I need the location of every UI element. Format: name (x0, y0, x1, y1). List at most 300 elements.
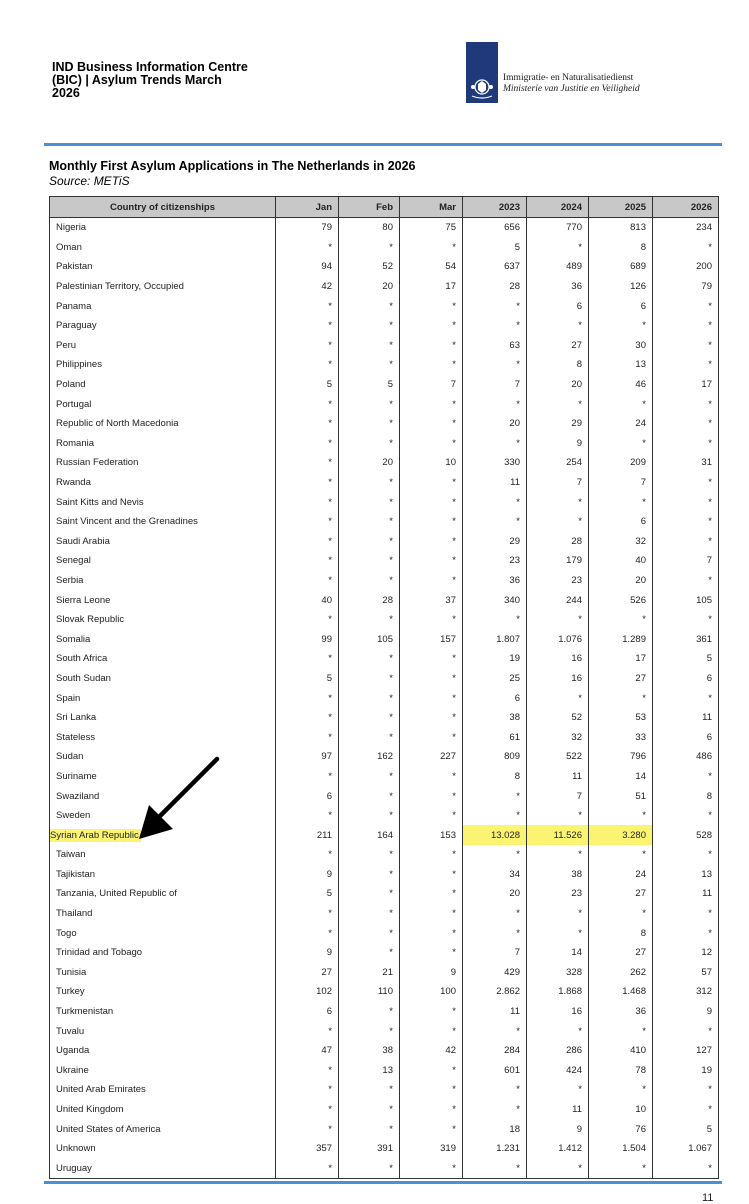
table-row (50, 1139, 719, 1159)
value-cell-2024: 16 (527, 649, 589, 669)
table-row (50, 904, 719, 924)
value-cell-mar: * (400, 1002, 463, 1022)
value-cell-2023: * (463, 316, 527, 336)
country-cell: Thailand (50, 904, 276, 924)
value-cell-2024: * (527, 806, 589, 826)
value-cell-2026: 5 (653, 649, 719, 669)
value-cell-2026: 31 (653, 453, 719, 473)
value-cell-mar: 227 (400, 747, 463, 767)
value-cell-2025: 27 (589, 943, 653, 963)
value-cell-2026: 12 (653, 943, 719, 963)
value-cell-mar: * (400, 1080, 463, 1100)
value-cell-mar: * (400, 1159, 463, 1179)
value-cell-2023: 63 (463, 336, 527, 356)
value-cell-2023: 330 (463, 453, 527, 473)
value-cell-2025: 1.468 (589, 982, 653, 1002)
value-cell-jan: * (276, 708, 339, 728)
value-cell-feb: * (339, 708, 400, 728)
value-cell-feb: * (339, 806, 400, 826)
country-cell: Swaziland (50, 786, 276, 806)
value-cell-2025: 40 (589, 551, 653, 571)
value-cell-mar: 9 (400, 963, 463, 983)
value-cell-2025: 53 (589, 708, 653, 728)
value-cell-2026: 200 (653, 257, 719, 277)
value-cell-2024: 16 (527, 669, 589, 689)
value-cell-feb: * (339, 649, 400, 669)
footer-divider (44, 1181, 722, 1184)
value-cell-jan: * (276, 551, 339, 571)
value-cell-2024: * (527, 688, 589, 708)
value-cell-2026: * (653, 473, 719, 493)
value-cell-jan: 79 (276, 218, 339, 238)
value-cell-mar: * (400, 434, 463, 454)
value-cell-2023: 7 (463, 943, 527, 963)
value-cell-2023: * (463, 355, 527, 375)
value-cell-2024: 489 (527, 257, 589, 277)
country-cell: Senegal (50, 551, 276, 571)
value-cell-mar: * (400, 688, 463, 708)
report-title-line1: IND Business Information Centre (52, 60, 248, 74)
country-cell: Poland (50, 375, 276, 395)
value-cell-2024: 1.076 (527, 629, 589, 649)
value-cell-mar: * (400, 571, 463, 591)
value-cell-2023: 6 (463, 688, 527, 708)
value-cell-jan: * (276, 532, 339, 552)
value-cell-2025: 33 (589, 727, 653, 747)
value-cell-jan: * (276, 610, 339, 630)
value-cell-2026: 17 (653, 375, 719, 395)
value-cell-2026: 312 (653, 982, 719, 1002)
value-cell-jan: * (276, 492, 339, 512)
value-cell-2023: 284 (463, 1041, 527, 1061)
country-cell: Panama (50, 296, 276, 316)
value-cell-2026: 486 (653, 747, 719, 767)
value-cell-mar: 17 (400, 277, 463, 297)
value-cell-2026: 5 (653, 1119, 719, 1139)
value-cell-feb: * (339, 532, 400, 552)
value-cell-2025: * (589, 394, 653, 414)
value-cell-2024: 52 (527, 708, 589, 728)
value-cell-2023: 13.028 (463, 825, 527, 845)
value-cell-2025: * (589, 610, 653, 630)
value-cell-2024: 424 (527, 1061, 589, 1081)
value-cell-2026: 6 (653, 669, 719, 689)
value-cell-2025: 526 (589, 590, 653, 610)
table-row (50, 1119, 719, 1139)
value-cell-2025: 1.289 (589, 629, 653, 649)
value-cell-2026: 6 (653, 727, 719, 747)
value-cell-2025: 30 (589, 336, 653, 356)
value-cell-feb: * (339, 884, 400, 904)
table-row (50, 375, 719, 395)
value-cell-2026: 361 (653, 629, 719, 649)
value-cell-2024: 8 (527, 355, 589, 375)
value-cell-feb: * (339, 1159, 400, 1179)
table-row (50, 473, 719, 493)
country-cell: Saudi Arabia (50, 532, 276, 552)
country-cell: Tunisia (50, 963, 276, 983)
value-cell-2025: 796 (589, 747, 653, 767)
value-cell-2025: * (589, 492, 653, 512)
value-cell-2026: 57 (653, 963, 719, 983)
country-cell: Romania (50, 434, 276, 454)
table-source: Source: METiS (49, 174, 130, 188)
value-cell-2026: * (653, 806, 719, 826)
value-cell-2024: 36 (527, 277, 589, 297)
value-cell-feb: * (339, 1080, 400, 1100)
value-cell-2026: * (653, 845, 719, 865)
value-cell-2023: 25 (463, 669, 527, 689)
value-cell-2023: 2.862 (463, 982, 527, 1002)
value-cell-2025: 76 (589, 1119, 653, 1139)
value-cell-2023: 5 (463, 238, 527, 258)
value-cell-2023: * (463, 845, 527, 865)
value-cell-jan: * (276, 1159, 339, 1179)
country-cell: United States of America (50, 1119, 276, 1139)
value-cell-mar: * (400, 884, 463, 904)
value-cell-2026: * (653, 688, 719, 708)
value-cell-2023: 20 (463, 414, 527, 434)
value-cell-mar: * (400, 296, 463, 316)
value-cell-2023: * (463, 1080, 527, 1100)
value-cell-2025: 46 (589, 375, 653, 395)
value-cell-2024: * (527, 845, 589, 865)
value-cell-2026: 11 (653, 708, 719, 728)
country-cell: Saint Vincent and the Grenadines (50, 512, 276, 532)
value-cell-2023: 28 (463, 277, 527, 297)
value-cell-mar: * (400, 649, 463, 669)
value-cell-jan: * (276, 1021, 339, 1041)
country-cell: Palestinian Territory, Occupied (50, 277, 276, 297)
value-cell-2023: * (463, 923, 527, 943)
report-title-line2: (BIC) | Asylum Trends March (52, 73, 222, 87)
value-cell-2024: 522 (527, 747, 589, 767)
value-cell-jan: * (276, 1100, 339, 1120)
country-cell: Taiwan (50, 845, 276, 865)
value-cell-feb: * (339, 865, 400, 885)
value-cell-2023: 8 (463, 767, 527, 787)
value-cell-mar: * (400, 512, 463, 532)
value-cell-2023: * (463, 786, 527, 806)
value-cell-2025: * (589, 845, 653, 865)
column-header-mar: Mar (400, 197, 463, 218)
table-header (50, 197, 719, 218)
value-cell-feb: * (339, 727, 400, 747)
value-cell-2024: 1.412 (527, 1139, 589, 1159)
country-cell: Turkey (50, 982, 276, 1002)
value-cell-mar: 7 (400, 375, 463, 395)
value-cell-mar: 10 (400, 453, 463, 473)
value-cell-2025: 689 (589, 257, 653, 277)
country-cell: Slovak Republic (50, 610, 276, 630)
ministry-logo-text (503, 73, 640, 95)
value-cell-jan: 27 (276, 963, 339, 983)
value-cell-mar: * (400, 767, 463, 787)
value-cell-2025: 24 (589, 414, 653, 434)
value-cell-2025: * (589, 1021, 653, 1041)
value-cell-jan: * (276, 238, 339, 258)
value-cell-feb: * (339, 1119, 400, 1139)
value-cell-mar: * (400, 532, 463, 552)
table-row (50, 963, 719, 983)
value-cell-2024: 9 (527, 434, 589, 454)
value-cell-jan: * (276, 688, 339, 708)
value-cell-2024: 244 (527, 590, 589, 610)
value-cell-jan: 6 (276, 1002, 339, 1022)
value-cell-2025: 51 (589, 786, 653, 806)
value-cell-2025: * (589, 806, 653, 826)
table-row (50, 355, 719, 375)
value-cell-2026: * (653, 355, 719, 375)
value-cell-feb: * (339, 923, 400, 943)
value-cell-mar: * (400, 394, 463, 414)
table-row (50, 727, 719, 747)
table-row (50, 649, 719, 669)
value-cell-mar: * (400, 610, 463, 630)
country-cell: Paraguay (50, 316, 276, 336)
value-cell-2026: * (653, 1100, 719, 1120)
country-cell: Tuvalu (50, 1021, 276, 1041)
column-header-jan: Jan (276, 197, 339, 218)
value-cell-2025: * (589, 434, 653, 454)
value-cell-2023: 11 (463, 473, 527, 493)
table-row (50, 884, 719, 904)
value-cell-feb: * (339, 551, 400, 571)
value-cell-2024: * (527, 512, 589, 532)
table-row (50, 394, 719, 414)
table-row (50, 453, 719, 473)
value-cell-2025: 6 (589, 512, 653, 532)
country-cell: Rwanda (50, 473, 276, 493)
country-cell: Philippines (50, 355, 276, 375)
value-cell-2024: 20 (527, 375, 589, 395)
value-cell-feb: * (339, 512, 400, 532)
value-cell-jan: * (276, 1080, 339, 1100)
value-cell-2025: * (589, 1159, 653, 1179)
value-cell-2025: * (589, 1080, 653, 1100)
country-cell: South Sudan (50, 669, 276, 689)
value-cell-2025: * (589, 904, 653, 924)
value-cell-feb: * (339, 688, 400, 708)
value-cell-feb: 20 (339, 453, 400, 473)
value-cell-2025: 262 (589, 963, 653, 983)
value-cell-2023: * (463, 394, 527, 414)
value-cell-jan: 47 (276, 1041, 339, 1061)
value-cell-2024: * (527, 610, 589, 630)
table-body (50, 218, 719, 1179)
value-cell-2024: * (527, 904, 589, 924)
value-cell-2023: 19 (463, 649, 527, 669)
column-header-feb: Feb (339, 197, 400, 218)
country-cell: Tanzania, United Republic of (50, 884, 276, 904)
value-cell-feb: 13 (339, 1061, 400, 1081)
country-cell: Republic of North Macedonia (50, 414, 276, 434)
country-cell: Spain (50, 688, 276, 708)
value-cell-2023: 601 (463, 1061, 527, 1081)
value-cell-2025: 13 (589, 355, 653, 375)
table-row (50, 218, 719, 238)
value-cell-jan: * (276, 845, 339, 865)
value-cell-feb: * (339, 1002, 400, 1022)
value-cell-2025: 8 (589, 238, 653, 258)
value-cell-jan: 94 (276, 257, 339, 277)
value-cell-2026: * (653, 1021, 719, 1041)
value-cell-2025: 24 (589, 865, 653, 885)
table-row (50, 238, 719, 258)
value-cell-2024: 7 (527, 473, 589, 493)
value-cell-2025: 10 (589, 1100, 653, 1120)
value-cell-2026: 528 (653, 825, 719, 845)
value-cell-jan: 99 (276, 629, 339, 649)
table-row (50, 629, 719, 649)
country-cell: Oman (50, 238, 276, 258)
country-cell: Sudan (50, 747, 276, 767)
value-cell-jan: * (276, 904, 339, 924)
value-cell-2024: 286 (527, 1041, 589, 1061)
value-cell-2026: 9 (653, 1002, 719, 1022)
value-cell-jan: * (276, 336, 339, 356)
value-cell-feb: 391 (339, 1139, 400, 1159)
value-cell-2026: * (653, 414, 719, 434)
arrow-icon (135, 755, 225, 845)
value-cell-mar: * (400, 238, 463, 258)
value-cell-mar: * (400, 727, 463, 747)
table-row (50, 512, 719, 532)
value-cell-jan: * (276, 806, 339, 826)
table-row (50, 296, 719, 316)
value-cell-2023: 29 (463, 532, 527, 552)
value-cell-feb: * (339, 394, 400, 414)
table-row (50, 1061, 719, 1081)
table-row (50, 1100, 719, 1120)
column-header-country: Country of citizenships (50, 197, 276, 218)
value-cell-mar: * (400, 708, 463, 728)
country-cell: Saint Kitts and Nevis (50, 492, 276, 512)
value-cell-feb: * (339, 492, 400, 512)
value-cell-2023: 23 (463, 551, 527, 571)
value-cell-mar: 54 (400, 257, 463, 277)
value-cell-feb: 5 (339, 375, 400, 395)
value-cell-jan: 357 (276, 1139, 339, 1159)
value-cell-2026: * (653, 532, 719, 552)
value-cell-jan: * (276, 473, 339, 493)
table-row (50, 1080, 719, 1100)
value-cell-2024: 11.526 (527, 825, 589, 845)
value-cell-2026: * (653, 767, 719, 787)
value-cell-2026: * (653, 1159, 719, 1179)
table-row (50, 708, 719, 728)
value-cell-mar: * (400, 1061, 463, 1081)
value-cell-2025: 20 (589, 571, 653, 591)
report-title (52, 61, 312, 100)
value-cell-mar: * (400, 845, 463, 865)
table-row (50, 492, 719, 512)
value-cell-2025: * (589, 316, 653, 336)
table-row (50, 434, 719, 454)
value-cell-2024: 11 (527, 1100, 589, 1120)
country-cell: Portugal (50, 394, 276, 414)
report-title-line3: 2026 (52, 86, 80, 100)
value-cell-2026: 105 (653, 590, 719, 610)
value-cell-2023: * (463, 1100, 527, 1120)
value-cell-2026: * (653, 296, 719, 316)
value-cell-2026: 19 (653, 1061, 719, 1081)
value-cell-2026: 79 (653, 277, 719, 297)
value-cell-2023: * (463, 296, 527, 316)
country-cell: Ukraine (50, 1061, 276, 1081)
value-cell-2025: 17 (589, 649, 653, 669)
value-cell-feb: 80 (339, 218, 400, 238)
value-cell-2026: * (653, 316, 719, 336)
value-cell-jan: * (276, 923, 339, 943)
country-cell: Stateless (50, 727, 276, 747)
value-cell-mar: * (400, 1021, 463, 1041)
value-cell-2026: * (653, 610, 719, 630)
value-cell-2025: 126 (589, 277, 653, 297)
table-row (50, 982, 719, 1002)
value-cell-2023: * (463, 610, 527, 630)
value-cell-2024: 770 (527, 218, 589, 238)
value-cell-2023: 637 (463, 257, 527, 277)
ministry-subtitle: Ministerie van Justitie en Veiligheid (503, 84, 640, 94)
value-cell-2023: 18 (463, 1119, 527, 1139)
table-row (50, 414, 719, 434)
value-cell-2025: 32 (589, 532, 653, 552)
country-cell: Somalia (50, 629, 276, 649)
value-cell-feb: * (339, 1021, 400, 1041)
value-cell-mar: 42 (400, 1041, 463, 1061)
value-cell-mar: * (400, 551, 463, 571)
value-cell-2024: 27 (527, 336, 589, 356)
value-cell-mar: 37 (400, 590, 463, 610)
value-cell-jan: * (276, 512, 339, 532)
highlighted-country-label: Syrian Arab Republic (50, 829, 139, 841)
value-cell-jan: * (276, 355, 339, 375)
value-cell-2025: 6 (589, 296, 653, 316)
value-cell-feb: 105 (339, 629, 400, 649)
value-cell-mar: * (400, 865, 463, 885)
country-cell: Peru (50, 336, 276, 356)
table-row (50, 590, 719, 610)
value-cell-feb: 110 (339, 982, 400, 1002)
value-cell-2023: 61 (463, 727, 527, 747)
header-divider (44, 143, 722, 146)
country-cell: Pakistan (50, 257, 276, 277)
value-cell-2024: 328 (527, 963, 589, 983)
value-cell-2024: 179 (527, 551, 589, 571)
table-row (50, 845, 719, 865)
column-header-2025: 2025 (589, 197, 653, 218)
value-cell-2024: 14 (527, 943, 589, 963)
value-cell-mar: * (400, 923, 463, 943)
value-cell-2025: 36 (589, 1002, 653, 1022)
value-cell-mar: * (400, 904, 463, 924)
table-row (50, 316, 719, 336)
value-cell-mar: * (400, 473, 463, 493)
value-cell-mar: * (400, 669, 463, 689)
value-cell-2024: 9 (527, 1119, 589, 1139)
value-cell-2024: * (527, 1021, 589, 1041)
value-cell-2023: 34 (463, 865, 527, 885)
value-cell-mar: * (400, 492, 463, 512)
value-cell-feb: * (339, 414, 400, 434)
value-cell-jan: * (276, 316, 339, 336)
value-cell-2026: * (653, 512, 719, 532)
value-cell-2024: * (527, 1080, 589, 1100)
table-row (50, 865, 719, 885)
value-cell-2024: * (527, 492, 589, 512)
government-crest-icon (466, 42, 498, 103)
